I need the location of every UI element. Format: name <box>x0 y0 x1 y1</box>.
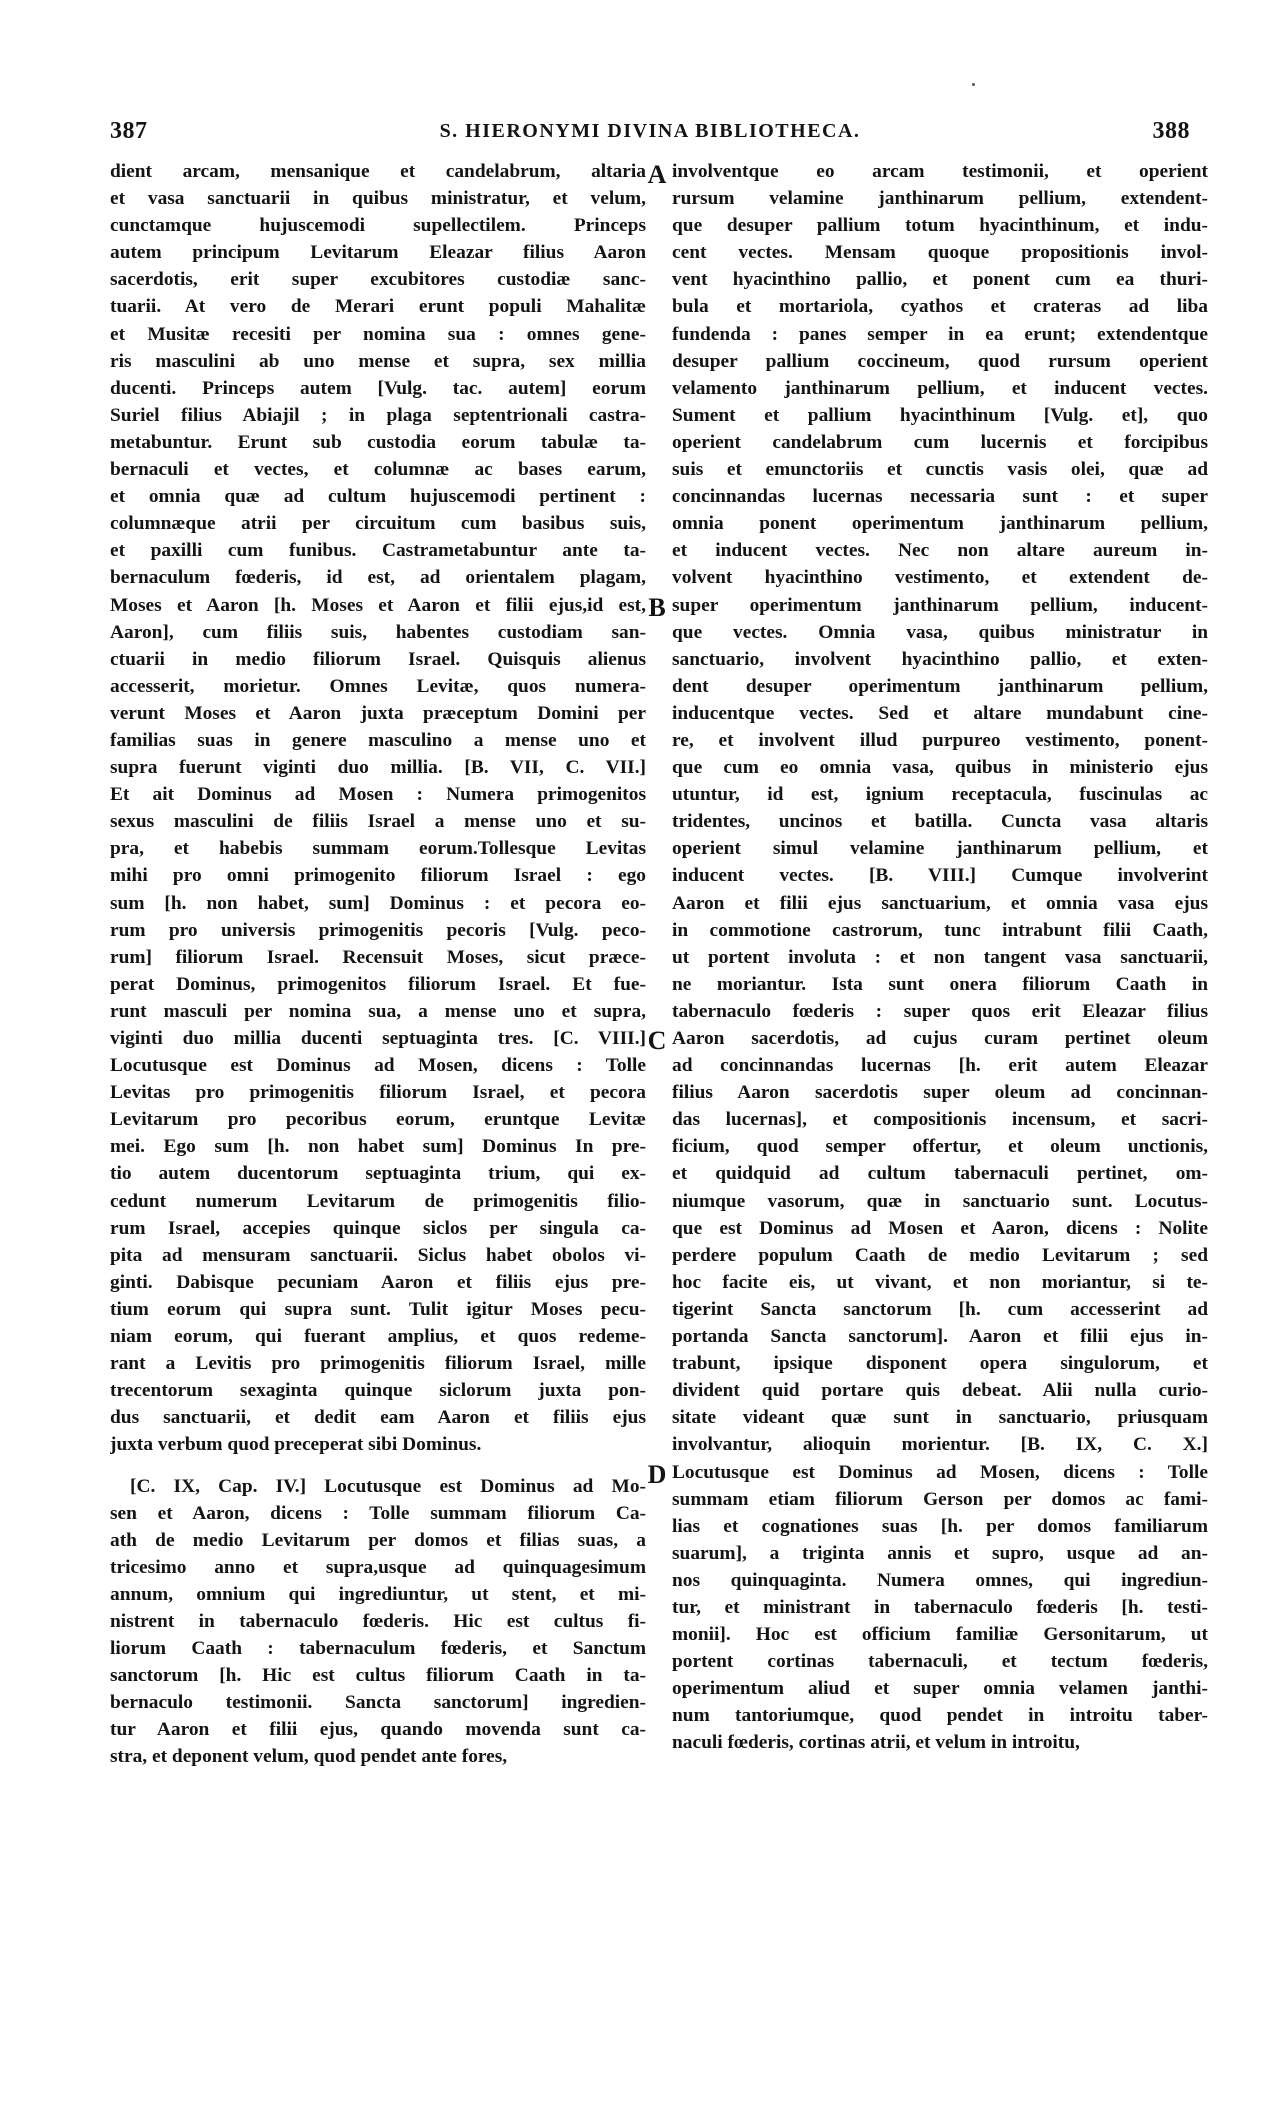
left-column-line: perat Dominus, primogenitos filiorum Israel. Et fue- <box>110 973 646 995</box>
running-header <box>110 118 1190 154</box>
right-column-line: Aaron et filii ejus sanctuarium, et omnia vasa ejus <box>672 892 1208 914</box>
left-column-line: ath de medio Levitarum per domos et filias suas, a <box>110 1529 646 1551</box>
right-column-line: desuper pallium coccineum, quod rursum operient <box>672 350 1208 372</box>
left-column-line: cedunt numerum Levitarum de primogenitis filio- <box>110 1190 646 1212</box>
left-column-line: rum] filiorum Israel. Recensuit Moses, sicut præce- <box>110 946 646 968</box>
right-column-line: sanctuario, involvent hyacinthino pallio, et exten- <box>672 648 1208 670</box>
right-column-line: suarum], a triginta annis et supro, usque ad an- <box>672 1542 1208 1564</box>
left-column-line: tur Aaron et filii ejus, quando movenda sunt ca- <box>110 1719 646 1741</box>
left-column-line: Levitarum pro pecoribus eorum, eruntque Levitæ <box>110 1109 646 1131</box>
right-column-line: monii]. Hoc est officium familiæ Gersonitarum, ut <box>672 1624 1208 1646</box>
right-column-line: inducentque vectes. Sed et altare mundabunt cine- <box>672 702 1208 724</box>
right-column-line: das lucernas], et compositionis incensum, et sacri- <box>672 1109 1208 1131</box>
right-column-line: sitate videant quæ sunt in sanctuario, priusquam <box>672 1407 1208 1429</box>
right-column-line: super operimentum janthinarum pellium, inducent- <box>672 594 1208 616</box>
left-column-line: mihi pro omni primogenito filiorum Israel : ego <box>110 865 646 887</box>
left-column-line: tricesimo anno et supra,usque ad quinquagesimum <box>110 1556 646 1578</box>
running-title: S. HIERONYMI DIVINA BIBLIOTHECA. <box>439 120 861 142</box>
right-column-line: suis et emunctoriis et cunctis vasis olei, quæ ad <box>672 459 1208 481</box>
right-column-line: velamento janthinarum pellium, et inducent vectes. <box>672 377 1208 399</box>
left-column-line: ginti. Dabisque pecuniam Aaron et filiis ejus pre- <box>110 1271 646 1293</box>
right-column-line: vent hyacinthino pallio, et ponent cum ea thuri- <box>672 269 1208 291</box>
left-column-line: annum, omnium qui ingrediuntur, ut stent, et mi- <box>110 1583 646 1605</box>
left-column-line: ris masculini ab uno mense et supra, sex millia <box>110 350 646 372</box>
right-column-line: que vectes. Omnia vasa, quibus ministratur in <box>672 621 1208 643</box>
margin-letter-d: D <box>647 1460 667 1489</box>
right-column-line: operimentum aliud et super omnia velamen janthi- <box>672 1678 1208 1700</box>
left-column-line: rum Israel, accepies quinque siclos per singula ca- <box>110 1217 646 1239</box>
left-column-line: Aaron], cum filiis suis, habentes custodiam san- <box>110 621 646 643</box>
right-column-line: Sument et pallium hyacinthinum [Vulg. et], quo <box>672 404 1208 426</box>
right-column-line: divident quid portare quis debeat. Alii nulla curio- <box>672 1380 1208 1402</box>
left-column-line: sum [h. non habet, sum] Dominus : et pecora eo- <box>110 892 646 914</box>
right-column-line: lias et cognationes suas [h. per domos familiarum <box>672 1515 1208 1537</box>
left-column-line: bernaculo testimonii. Sancta sanctorum] ingredien- <box>110 1692 646 1714</box>
left-column-line: [C. IX, Cap. IV.] Locutusque est Dominus ad Mo- <box>130 1475 646 1497</box>
left-column-line: dus sanctuarii, et dedit eam Aaron et filiis ejus <box>110 1407 646 1429</box>
right-column-line: num tantoriumque, quod pendet in introitu taber- <box>672 1705 1208 1727</box>
left-column-line: Et ait Dominus ad Mosen : Numera primogenitos <box>110 784 646 806</box>
left-column-line: trecentorum sexaginta quinque siclorum juxta pon- <box>110 1380 646 1402</box>
margin-letter-a: A <box>647 160 667 189</box>
right-column-line: que desuper pallium totum hyacinthinum, et indu- <box>672 215 1208 237</box>
right-column-line: operient candelabrum cum lucernis et forcipibus <box>672 431 1208 453</box>
right-column-line: hoc facite eis, ut vivant, et non moriantur, si te- <box>672 1271 1208 1293</box>
right-column-line: nos quinquaginta. Numera omnes, qui ingrediun- <box>672 1569 1208 1591</box>
margin-letter-c: C <box>647 1026 667 1055</box>
left-column-line: metabuntur. Erunt sub custodia eorum tabulæ ta- <box>110 431 646 453</box>
right-column-line: et inducent vectes. Nec non altare aureum in- <box>672 540 1208 562</box>
left-column-line: dient arcam, mensanique et candelabrum, altaria <box>110 161 646 182</box>
right-column-line: omnia ponent operimentum janthinarum pellium, <box>672 513 1208 535</box>
right-column-line: re, et involvent illud purpureo vestimento, ponent- <box>672 729 1208 751</box>
right-column-line: inducent vectes. [B. VIII.] Cumque involverint <box>672 865 1208 887</box>
right-column-line: tabernaculo fœderis : super quos erit Eleazar filius <box>672 1000 1208 1022</box>
right-column-line: filius Aaron sacerdotis super oleum ad concinnan- <box>672 1082 1208 1104</box>
right-column-line: fundenda : panes semper in ea erunt; extendentque <box>672 323 1208 345</box>
left-column-line: et paxilli cum funibus. Castrametabuntur ante ta- <box>110 540 646 562</box>
left-column-line: et vasa sanctuarii in quibus ministratur, et velum, <box>110 188 646 210</box>
right-column-line: tridentes, uncinos et batilla. Cuncta vasa altaris <box>672 811 1208 833</box>
left-column-line: runt masculi per nomina sua, a mense uno et supra, <box>110 1000 646 1022</box>
right-column-line: Locutusque est Dominus ad Mosen, dicens : Tolle <box>672 1461 1208 1483</box>
left-column-line: mei. Ego sum [h. non habet sum] Dominus In pre- <box>110 1136 646 1158</box>
left-column <box>110 158 646 1771</box>
left-column-line: verunt Moses et Aaron juxta præceptum Domini per <box>110 702 646 724</box>
left-column-line: nistrent in tabernaculo fœderis. Hic est cultus fi- <box>110 1610 646 1632</box>
left-column-line: stra, et deponent velum, quod pendet ante fores, <box>110 1746 508 1768</box>
right-column-line: ne moriantur. Ista sunt onera filiorum Caath in <box>672 973 1208 995</box>
right-column-line: portanda Sancta sanctorum]. Aaron et filii ejus in- <box>672 1326 1208 1348</box>
right-column-line: bula et mortariola, cyathos et crateras ad liba <box>672 296 1208 318</box>
left-column-line: liorum Caath : tabernaculum fœderis, et Sanctum <box>110 1638 646 1660</box>
right-column-line: involvantur, alioquin morientur. [B. IX, C. X.] <box>672 1434 1208 1456</box>
right-column-line: ut portent involuta : et non tangent vasa sanctuarii, <box>672 946 1208 968</box>
left-column-line: Levitas pro primogenitis filiorum Israel, et pecora <box>110 1082 646 1104</box>
left-column-line: tio autem ducentorum septuaginta trium, qui ex- <box>110 1163 646 1185</box>
left-column-line: bernaculi et vectes, et columnæ ac bases earum, <box>110 459 646 481</box>
right-column-line: tigerint Sancta sanctorum [h. cum accesserint ad <box>672 1298 1208 1320</box>
right-column-line: summam etiam filiorum Gerson per domos ac fami- <box>672 1488 1208 1510</box>
left-column-line: autem principum Levitarum Eleazar filius Aaron <box>110 242 646 264</box>
left-column-line: viginti duo millia ducenti septuaginta tres. [C. VIII.] <box>110 1028 646 1049</box>
left-column-line: sanctorum [h. Hic est cultus filiorum Caath in ta- <box>110 1665 646 1687</box>
right-column-line: cent vectes. Mensam quoque propositionis invol- <box>672 242 1208 264</box>
right-column-line: naculi fœderis, cortinas atrii, et velum in introitu, <box>672 1732 1080 1754</box>
page-number-left: 387 <box>110 118 148 144</box>
left-column-line: sacerdotis, erit super excubitores custodiæ sanc- <box>110 269 646 291</box>
right-column-line: rursum velamine janthinarum pellium, extendent- <box>672 188 1208 210</box>
left-column-line: rant a Levitis pro primogenitis filiorum Israel, mille <box>110 1353 646 1375</box>
right-column-line: involventque eo arcam testimonii, et operient <box>672 161 1208 182</box>
page-number-right: 388 <box>1152 118 1190 144</box>
right-column-line: Aaron sacerdotis, ad cujus curam pertinet oleum <box>672 1028 1208 1049</box>
left-column-line: et omnia quæ ad cultum hujuscemodi pertinent : <box>110 486 646 508</box>
right-column-line: que est Dominus ad Mosen et Aaron, dicens : Nolite <box>672 1217 1208 1239</box>
left-column-line: pita ad mensuram sanctuarii. Siclus habet obolos vi- <box>110 1244 646 1266</box>
right-column-line: operient simul velamine janthinarum pellium, et <box>672 838 1208 860</box>
left-column-line: niam eorum, qui fuerant amplius, et quos redeme- <box>110 1326 646 1348</box>
left-column-line: accesserit, morietur. Omnes Levitæ, quos numera- <box>110 675 646 697</box>
left-column-line: pra, et habebis summam eorum.Tollesque Levitas <box>110 838 646 860</box>
right-column-line: portent cortinas tabernaculi, et tectum fœderis, <box>672 1651 1208 1673</box>
right-column-line: trabunt, ipsique disponent opera singulorum, et <box>672 1353 1208 1375</box>
left-column-line: supra fuerunt viginti duo millia. [B. VII, C. VII.] <box>110 757 646 779</box>
left-column-line: et Musitæ recesiti per nomina sua : omnes gene- <box>110 323 646 345</box>
right-column-line: tur, et ministrant in tabernaculo fœderis [h. testi- <box>672 1596 1208 1618</box>
right-column <box>672 158 1208 1757</box>
right-column-line: ad concinnandas lucernas [h. erit autem Eleazar <box>672 1055 1208 1077</box>
right-column-line: concinnandas lucernas necessaria sunt : et super <box>672 486 1208 508</box>
left-column-line: Locutusque est Dominus ad Mosen, dicens : Tolle <box>110 1055 646 1077</box>
ink-speck <box>972 83 975 86</box>
left-column-line: tium eorum qui supra sunt. Tulit igitur Moses pecu- <box>110 1298 646 1320</box>
left-column-line: sexus masculini de filiis Israel a mense uno et su- <box>110 811 646 833</box>
right-column-line: in commotione castrorum, tunc intrabunt filii Caath, <box>672 919 1208 941</box>
left-column-line: ctuarii in medio filiorum Israel. Quisquis alienus <box>110 648 646 670</box>
right-column-line: ficium, quod semper offertur, et oleum unctionis, <box>672 1136 1208 1158</box>
margin-letter-b: B <box>648 593 666 622</box>
left-column-line: rum pro universis primogenitis pecoris [Vulg. peco- <box>110 919 646 941</box>
left-column-line: juxta verbum quod preceperat sibi Dominus. <box>110 1434 482 1456</box>
right-column-line: perdere populum Caath de medio Levitarum ; sed <box>672 1244 1208 1266</box>
left-column-line: tuarii. At vero de Merari erunt populi Mahalitæ <box>110 296 646 318</box>
left-column-line: columnæque atrii per circuitum cum basibus suis, <box>110 513 646 535</box>
left-column-line: sen et Aaron, dicens : Tolle summam filiorum Ca- <box>110 1502 646 1524</box>
left-column-line: Suriel filius Abiajil ; in plaga septentrionali castra- <box>110 404 646 426</box>
right-column-line: niumque vasorum, quæ in sanctuario sunt. Locutus- <box>672 1190 1208 1212</box>
right-column-line: et quidquid ad cultum tabernaculi pertinet, om- <box>672 1163 1208 1185</box>
left-column-line: bernaculum fœderis, id est, ad orientalem plagam, <box>110 567 646 589</box>
right-column-line: volvent hyacinthino vestimento, et extendent de- <box>672 567 1208 589</box>
right-column-line: dent desuper operimentum janthinarum pellium, <box>672 675 1208 697</box>
right-column-line: utuntur, id est, ignium receptacula, fuscinulas ac <box>672 784 1208 806</box>
left-column-line: ducenti. Princeps autem [Vulg. tac. autem] eorum <box>110 377 646 399</box>
left-column-line: familias suas in genere masculino a mense uno et <box>110 729 646 751</box>
right-column-line: que cum eo omnia vasa, quibus in ministerio ejus <box>672 757 1208 779</box>
left-column-line: Moses et Aaron [h. Moses et Aaron et filii ejus,id est, <box>110 594 646 616</box>
left-column-line: cunctamque hujuscemodi supellectilem. Princeps <box>110 215 646 237</box>
